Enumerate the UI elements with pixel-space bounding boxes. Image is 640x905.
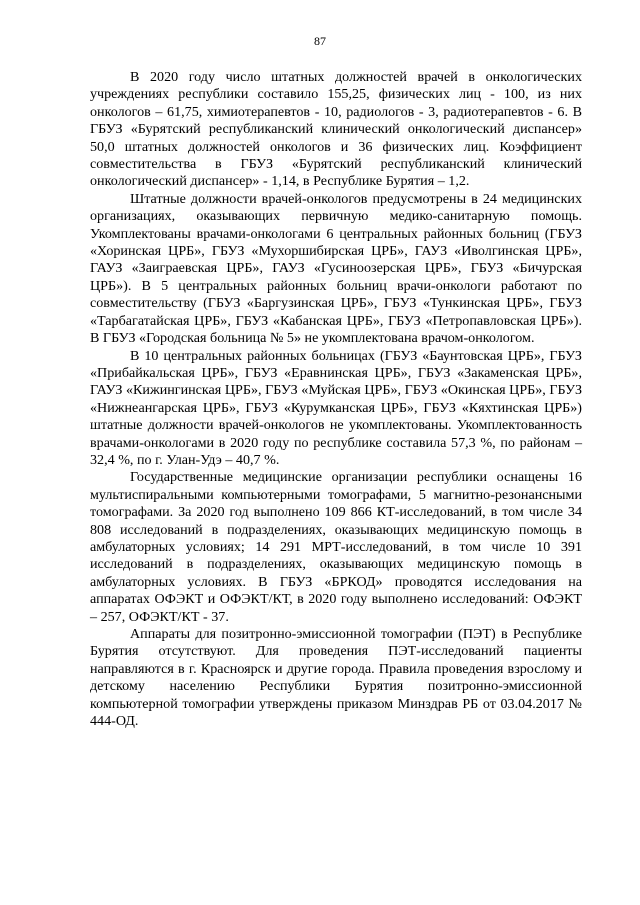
paragraph-unfilled-positions: В 10 центральных районных больницах (ГБУЗ «Баунтовская ЦРБ», ГБУЗ «Прибайкальская ЦРБ», ГБУЗ «Еравнинская ЦРБ», ГБУЗ «Закаменская ЦРБ», ГАУЗ «Кижингинская ЦРБ», ГБУЗ «Муйская ЦРБ», ГБУЗ «Окинская ЦРБ», ГБУЗ «Нижнеангарская ЦРБ», ГБУЗ «Курумканская ЦРБ», ГБУЗ «Кяхтинская ЦРБ») штатные должности врачей-онкологов не укомплектованы. Укомплектованность врачами-онкологами в 2020 году по республике составила 57,3 %, по районам – 32,4 %, по г. Улан-Удэ – 40,7 %. <box>90 347 582 468</box>
paragraph-oncologist-positions: Штатные должности врачей-онкологов предусмотрены в 24 медицинских организациях, оказывающих первичную медико-санитарную помощь. Укомплектованы врачами-онкологами 6 центральных районных больниц (ГБУЗ «Хоринская ЦРБ», ГБУЗ «Мухоршибирская ЦРБ», ГАУЗ «Иволгинская ЦРБ», ГАУЗ «Заиграевская ЦРБ», ГАУЗ «Гусиноозерская ЦРБ», ГБУЗ «Бичурская ЦРБ»). В 5 центральных районных больниц врачи-онкологи работают по совместительству (ГБУЗ «Баргузинская ЦРБ», ГБУЗ «Тункинская ЦРБ», ГБУЗ «Тарбагатайская ЦРБ», ГБУЗ «Кабанская ЦРБ», ГБУЗ «Петропавловская ЦРБ»). В ГБУЗ «Городская больница № 5» не укомплектована врачом-онкологом. <box>90 190 582 347</box>
page-number: 87 <box>314 34 326 48</box>
paragraph-oncology-staffing: В 2020 году число штатных должностей врачей в онкологических учреждениях республики составило 155,25, физических лиц - 100, из них онкологов – 61,75, химиотерапевтов - 10, радиологов - 3, радиотерапевтов - 6. В ГБУЗ «Бурятский республиканский клинический онкологический диспансер» 50,0 штатных должностей онкологов и 36 физических лиц. Коэффициент совместительства в ГБУЗ «Бурятский республиканский клинический онкологический диспансер» - 1,14, в Республике Бурятия – 1,2. <box>90 69 582 190</box>
paragraph-pet-equipment: Аппараты для позитронно-эмиссионной томографии (ПЭТ) в Республике Бурятия отсутствуют. Для проведения ПЭТ-исследований пациенты направляются в г. Красноярск и другие города. Правила проведения взрослому и детскому населению Республики Бурятия позитронно-эмиссионной компьютерной томографии утверждены приказом Минздрав РБ от 03.04.2017 № 444-ОД. <box>90 626 582 730</box>
paragraph-tomography-equipment: Государственные медицинские организации республики оснащены 16 мультиспиральными компьютерными томографами, 5 магнитно-резонансными томографами. За 2020 год выполнено 109 866 КТ-исследований, в том числе 34 808 исследований в подразделениях, оказывающих медицинскую помощь в амбулаторных условиях; 14 291 МРТ-исследований, в том числе 10 391 исследований в подразделениях, оказывающих медицинскую помощь в амбулаторных условиях. В ГБУЗ «БРКОД» проводятся исследования на аппаратах ОФЭКТ и ОФЭКТ/КТ, в 2020 году выполнено исследований: ОФЭКТ – 257, ОФЭКТ/КТ - 37. <box>90 469 582 625</box>
document-body <box>90 69 582 730</box>
